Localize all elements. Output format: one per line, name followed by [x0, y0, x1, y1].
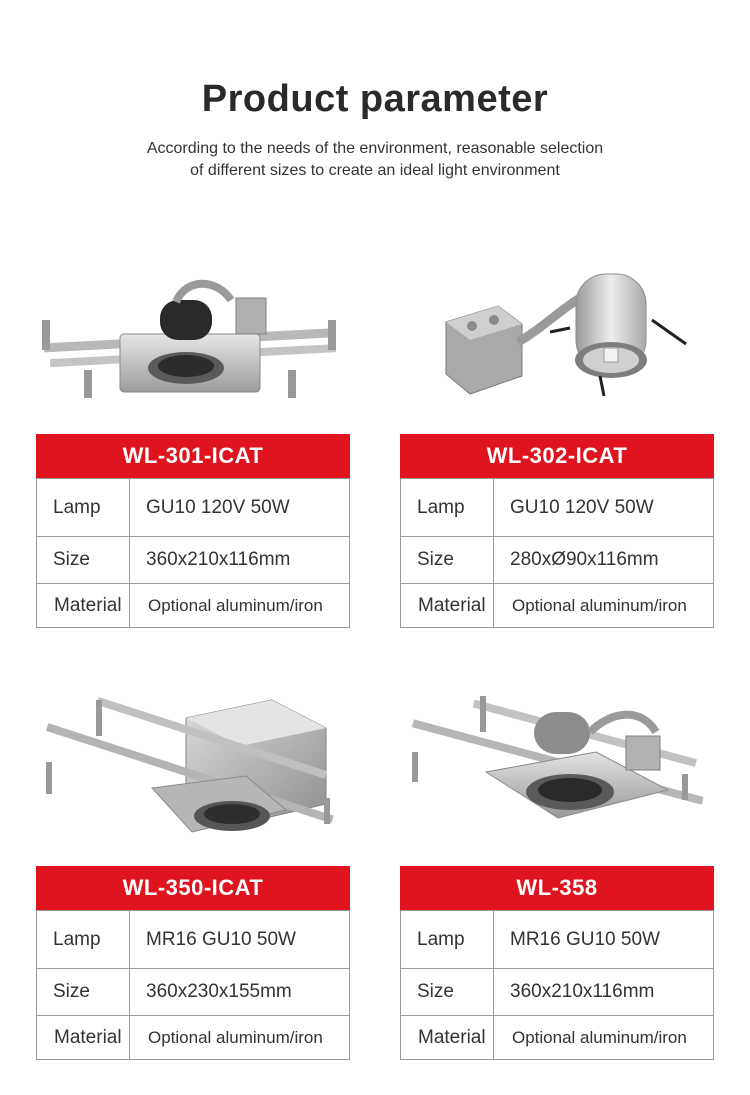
product-image-4 [400, 692, 714, 866]
spec-row-size [401, 537, 714, 584]
recessed-light-can-with-junction-box-icon [400, 260, 714, 434]
page-subtitle [0, 138, 750, 182]
spec-label: Material [401, 584, 494, 628]
recessed-light-housing-flat-icon [36, 260, 350, 434]
spec-table [36, 478, 350, 628]
spec-value: MR16 GU10 50W [130, 911, 350, 969]
recessed-light-housing-round-icon [400, 692, 714, 866]
subtitle-line-1: According to the needs of the environment, reasonable selection [146, 140, 604, 157]
spec-row-lamp [401, 479, 714, 537]
product-card-2 [400, 260, 714, 628]
product-image-3 [36, 692, 350, 866]
recessed-light-box-housing-icon [36, 692, 350, 866]
spec-value: 280xØ90x116mm [494, 537, 714, 584]
spec-label: Material [37, 1016, 130, 1060]
spec-row-lamp [37, 911, 350, 969]
spec-value: 360x210x116mm [130, 537, 350, 584]
page-title: Product parameter [201, 78, 549, 120]
spec-row-material [37, 584, 350, 628]
product-card-1 [36, 260, 350, 628]
spec-value: 360x230x155mm [130, 969, 350, 1016]
spec-label: Size [401, 969, 494, 1016]
product-model-header: WL-302-ICAT [400, 434, 714, 478]
spec-label: Size [401, 537, 494, 584]
spec-row-material [401, 584, 714, 628]
spec-row-size [401, 969, 714, 1016]
spec-table [36, 910, 350, 1060]
product-model-header: WL-301-ICAT [36, 434, 350, 478]
spec-table [400, 478, 714, 628]
spec-label: Size [37, 969, 130, 1016]
product-card-3 [36, 692, 350, 1060]
spec-label: Lamp [401, 479, 494, 537]
subtitle-line-2: of different sizes to create an ideal light environment [190, 162, 560, 179]
spec-value: Optional aluminum/iron [130, 1016, 350, 1060]
product-model-header: WL-350-ICAT [36, 866, 350, 910]
product-image-2 [400, 260, 714, 434]
product-model-header: WL-358 [400, 866, 714, 910]
spec-label: Size [37, 537, 130, 584]
spec-value: 360x210x116mm [494, 969, 714, 1016]
spec-row-material [37, 1016, 350, 1060]
spec-label: Material [37, 584, 130, 628]
spec-label: Lamp [401, 911, 494, 969]
spec-table [400, 910, 714, 1060]
spec-row-size [37, 969, 350, 1016]
spec-value: Optional aluminum/iron [130, 584, 350, 628]
spec-value: MR16 GU10 50W [494, 911, 714, 969]
spec-row-size [37, 537, 350, 584]
spec-value: GU10 120V 50W [130, 479, 350, 537]
product-image-1 [36, 260, 350, 434]
spec-value: Optional aluminum/iron [494, 584, 714, 628]
spec-label: Lamp [37, 479, 130, 537]
product-card-4 [400, 692, 714, 1060]
spec-label: Lamp [37, 911, 130, 969]
spec-row-lamp [401, 911, 714, 969]
spec-row-material [401, 1016, 714, 1060]
spec-row-lamp [37, 479, 350, 537]
spec-value: Optional aluminum/iron [494, 1016, 714, 1060]
spec-value: GU10 120V 50W [494, 479, 714, 537]
spec-label: Material [401, 1016, 494, 1060]
